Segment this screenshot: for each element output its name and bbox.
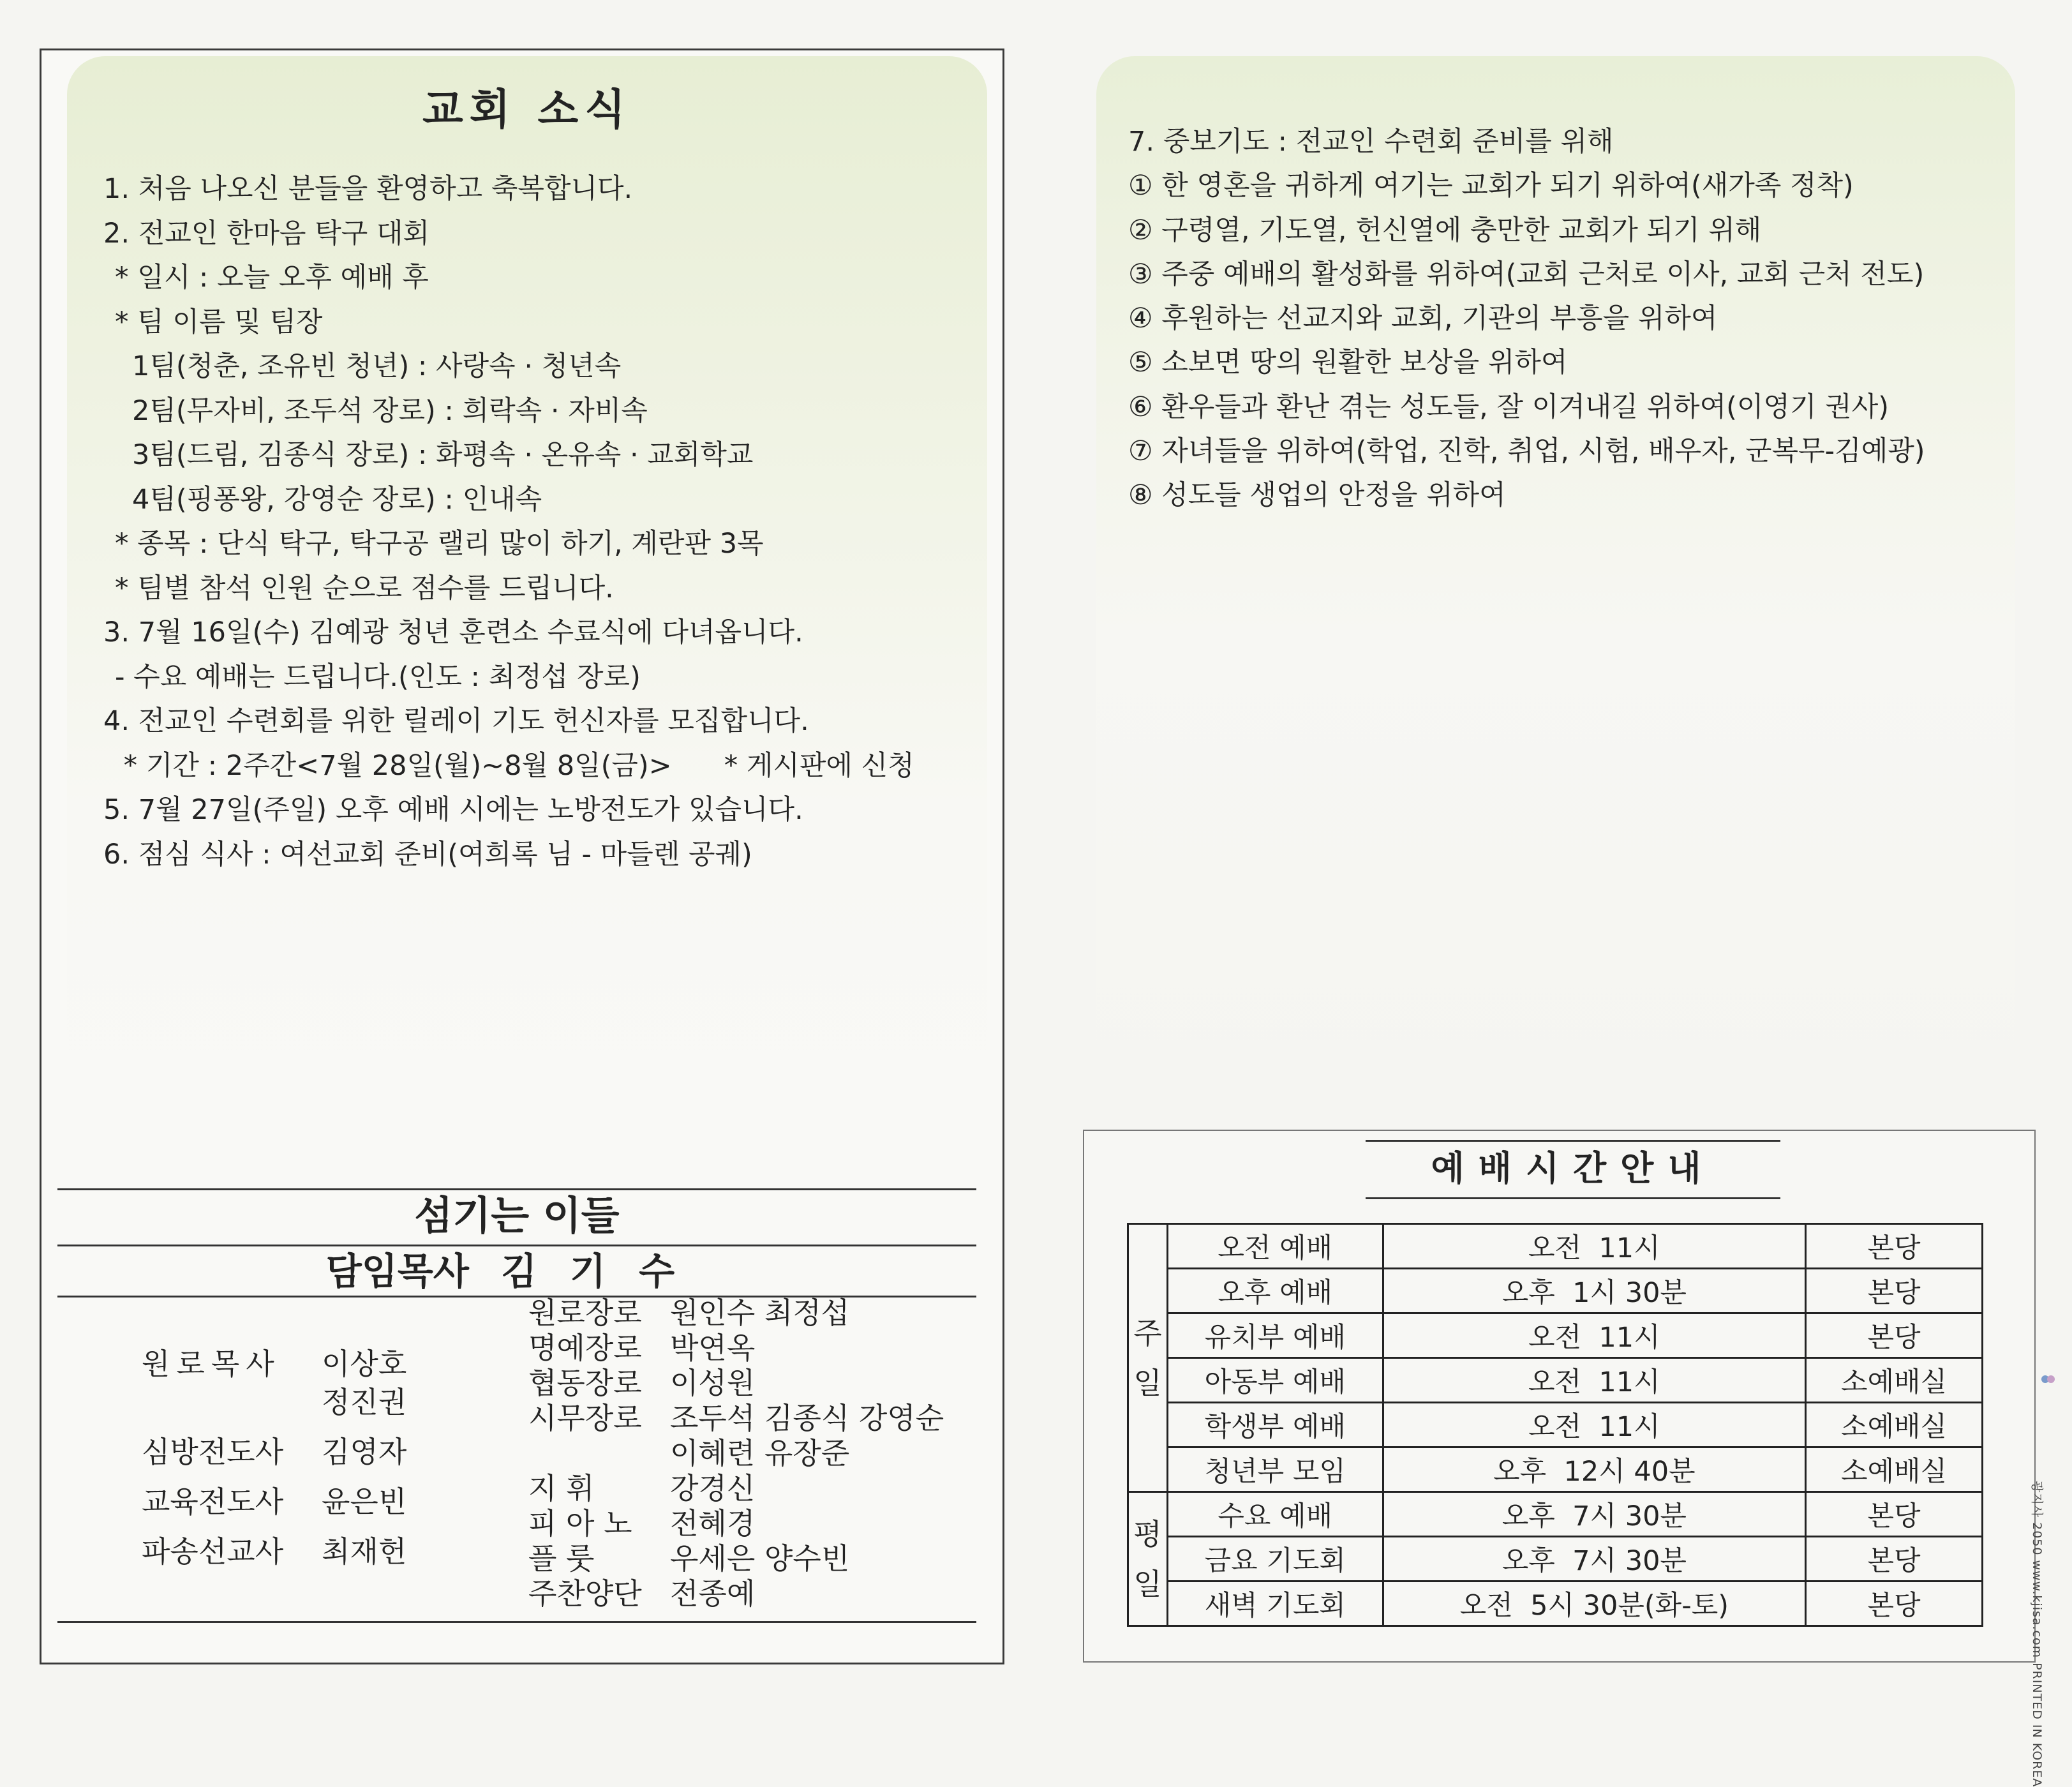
news-line: 4팀(핑퐁왕, 강영순 장로) : 인내속 [132,483,542,516]
servants-title: 섬기는 이들 [414,1192,620,1239]
senior-pastor-name: 김기수 [501,1250,708,1293]
elder-role: 플 룻 [528,1541,595,1576]
elder-role: 지 휘 [528,1471,595,1506]
prayer-line: ④ 후원하는 선교지와 교회, 기관의 부흥을 위하여 [1128,303,1718,335]
table-row [1128,1581,1983,1626]
staff-role: 파송선교사 [142,1534,284,1569]
service-place: 소예배실 [1806,1358,1983,1403]
printer-logo-icon [2039,1371,2056,1387]
service-name: 오후 예배 [1167,1269,1383,1313]
service-place: 소예배실 [1806,1403,1983,1447]
sunday-label: 주 일 [1128,1224,1168,1492]
prayer-line: ⑦ 자녀들을 위하여(학업, 진학, 취업, 시험, 배우자, 군복무-김예광) [1128,435,1925,468]
table-row [1128,1403,1983,1447]
staff-name: 이상호 [322,1347,407,1381]
staff-role: 심방전도사 [142,1435,284,1469]
news-line: 5. 7월 27일(주일) 오후 예배 시에는 노방전도가 있습니다. [103,794,803,826]
service-name: 수요 예배 [1167,1492,1383,1537]
elder-role: 피 아 노 [528,1506,632,1541]
elder-names: 이혜련 유장준 [670,1436,850,1470]
schedule-title: 예배시간안내 [1431,1148,1715,1188]
news-line: * 팀 이름 및 팀장 [115,306,323,338]
staff-role: 원로목사 [142,1347,281,1381]
service-time: 오후 7시 30분 [1383,1492,1805,1537]
elder-role: 협동장로 [528,1366,642,1400]
news-line: 1. 처음 나오신 분들을 환영하고 축복합니다. [103,173,633,205]
elder-names: 우세은 양수빈 [670,1541,850,1576]
divider [57,1621,976,1623]
prayer-line: ③ 주중 예배의 활성화를 위하여(교회 근처로 이사, 교회 근처 전도) [1128,258,1925,290]
service-schedule-table [1127,1223,1983,1627]
elder-role: 주찬양단 [528,1576,642,1611]
elder-names: 조두석 김종식 강영순 [670,1401,944,1435]
prayer-line: ② 구령열, 기도열, 헌신열에 충만한 교회가 되기 위해 [1128,214,1762,246]
service-time: 오전 11시 [1383,1358,1805,1403]
elder-names: 원인수 최정섭 [670,1296,850,1330]
table-row [1128,1269,1983,1313]
printer-imprint: 광지사 2050 www.kjisa.com PRINTED IN KOREA [2030,1481,2044,1787]
elder-names: 전종예 [670,1576,756,1611]
service-time: 오후 1시 30분 [1383,1269,1805,1313]
elder-names: 이성원 [670,1366,756,1400]
table-row [1128,1358,1983,1403]
table-row [1128,1224,1983,1269]
prayer-line: ① 한 영혼을 귀하게 여기는 교회가 되기 위하여(새가족 정착) [1128,170,1854,202]
news-line: * 기간 : 2주간<7월 28일(월)~8월 8일(금)> * 게시판에 신청 [115,749,914,782]
news-line: 1팀(청춘, 조유빈 청년) : 사랑속 · 청년속 [132,350,622,382]
news-line: * 팀별 참석 인원 순으로 점수를 드립니다. [115,572,614,604]
table-row [1128,1537,1983,1581]
service-time: 오전 5시 30분(화-토) [1383,1581,1805,1626]
staff-name: 정진권 [322,1385,407,1419]
prayer-line: ⑧ 성도들 생업의 안정을 위하여 [1128,479,1506,512]
prayer-line: ⑤ 소보면 땅의 원활한 보상을 위하여 [1128,347,1568,379]
divider [1366,1140,1780,1142]
prayer-line: 7. 중보기도 : 전교인 수련회 준비를 위해 [1128,126,1614,158]
news-line: 3팀(드림, 김종식 장로) : 화평속 · 온유속 · 교회학교 [132,439,754,471]
service-name: 금요 기도회 [1167,1537,1383,1581]
service-place: 본당 [1806,1224,1983,1269]
news-line: - 수요 예배는 드립니다.(인도 : 최정섭 장로) [115,661,641,693]
elder-role: 원로장로 [528,1296,642,1330]
service-time: 오후 12시 40분 [1383,1447,1805,1492]
prayer-list [1128,120,1925,518]
service-place: 소예배실 [1806,1447,1983,1492]
service-place: 본당 [1806,1269,1983,1313]
news-line: 3. 7월 16일(수) 김예광 청년 훈련소 수료식에 다녀옵니다. [103,617,803,648]
service-time: 오전 11시 [1383,1224,1805,1269]
staff-entry [142,1529,406,1574]
staff-name: 최재헌 [322,1534,407,1569]
church-news-list [103,167,914,877]
prayer-line: ⑥ 환우들과 환난 겪는 성도들, 잘 이겨내길 위하여(이영기 권사) [1128,391,1889,423]
news-line: 6. 점심 식사 : 여선교회 준비(여희록 님 - 마들렌 공궤) [103,838,752,871]
table-row [1128,1313,1983,1358]
service-time: 오후 7시 30분 [1383,1537,1805,1581]
service-place: 본당 [1806,1537,1983,1581]
service-name: 오전 예배 [1167,1224,1383,1269]
staff-entry [142,1430,406,1474]
service-place: 본당 [1806,1313,1983,1358]
service-name: 학생부 예배 [1167,1403,1383,1447]
elder-role: 명예장로 [528,1331,642,1365]
service-name: 새벽 기도회 [1167,1581,1383,1626]
elder-names: 박연옥 [670,1331,756,1365]
service-name: 유치부 예배 [1167,1313,1383,1358]
service-place: 본당 [1806,1492,1983,1537]
staff-name: 김영자 [322,1435,407,1469]
divider [1366,1197,1780,1199]
service-name: 아동부 예배 [1167,1358,1383,1403]
elder-role: 시무장로 [528,1401,642,1435]
service-time: 오전 11시 [1383,1403,1805,1447]
table-row [1128,1447,1983,1492]
senior-pastor-role: 담임목사 [325,1250,469,1293]
news-line: 2팀(무자비, 조두석 장로) : 희락속 · 자비속 [132,394,648,427]
staff-entry [142,1380,406,1424]
table-row [1128,1492,1983,1537]
weekday-label: 평 일 [1128,1492,1168,1626]
news-line: 2. 전교인 한마음 탁구 대회 [103,217,430,250]
elder-names: 전혜경 [670,1506,756,1541]
senior-pastor-line [57,1245,976,1298]
service-name: 청년부 모임 [1167,1447,1383,1492]
staff-role: 교육전도사 [142,1484,284,1519]
staff-entry [142,1479,406,1524]
news-line: 4. 전교인 수련회를 위한 릴레이 기도 헌신자를 모집합니다. [103,705,809,737]
church-news-title: 교회 소식 [422,85,632,134]
elder-names: 강경신 [670,1471,756,1506]
staff-name: 윤은빈 [322,1484,407,1519]
service-place: 본당 [1806,1581,1983,1626]
news-line: * 일시 : 오늘 오후 예배 후 [115,262,429,294]
service-time: 오전 11시 [1383,1313,1805,1358]
news-line: * 종목 : 단식 탁구, 탁구공 랠리 많이 하기, 계란판 3목 [115,528,764,560]
